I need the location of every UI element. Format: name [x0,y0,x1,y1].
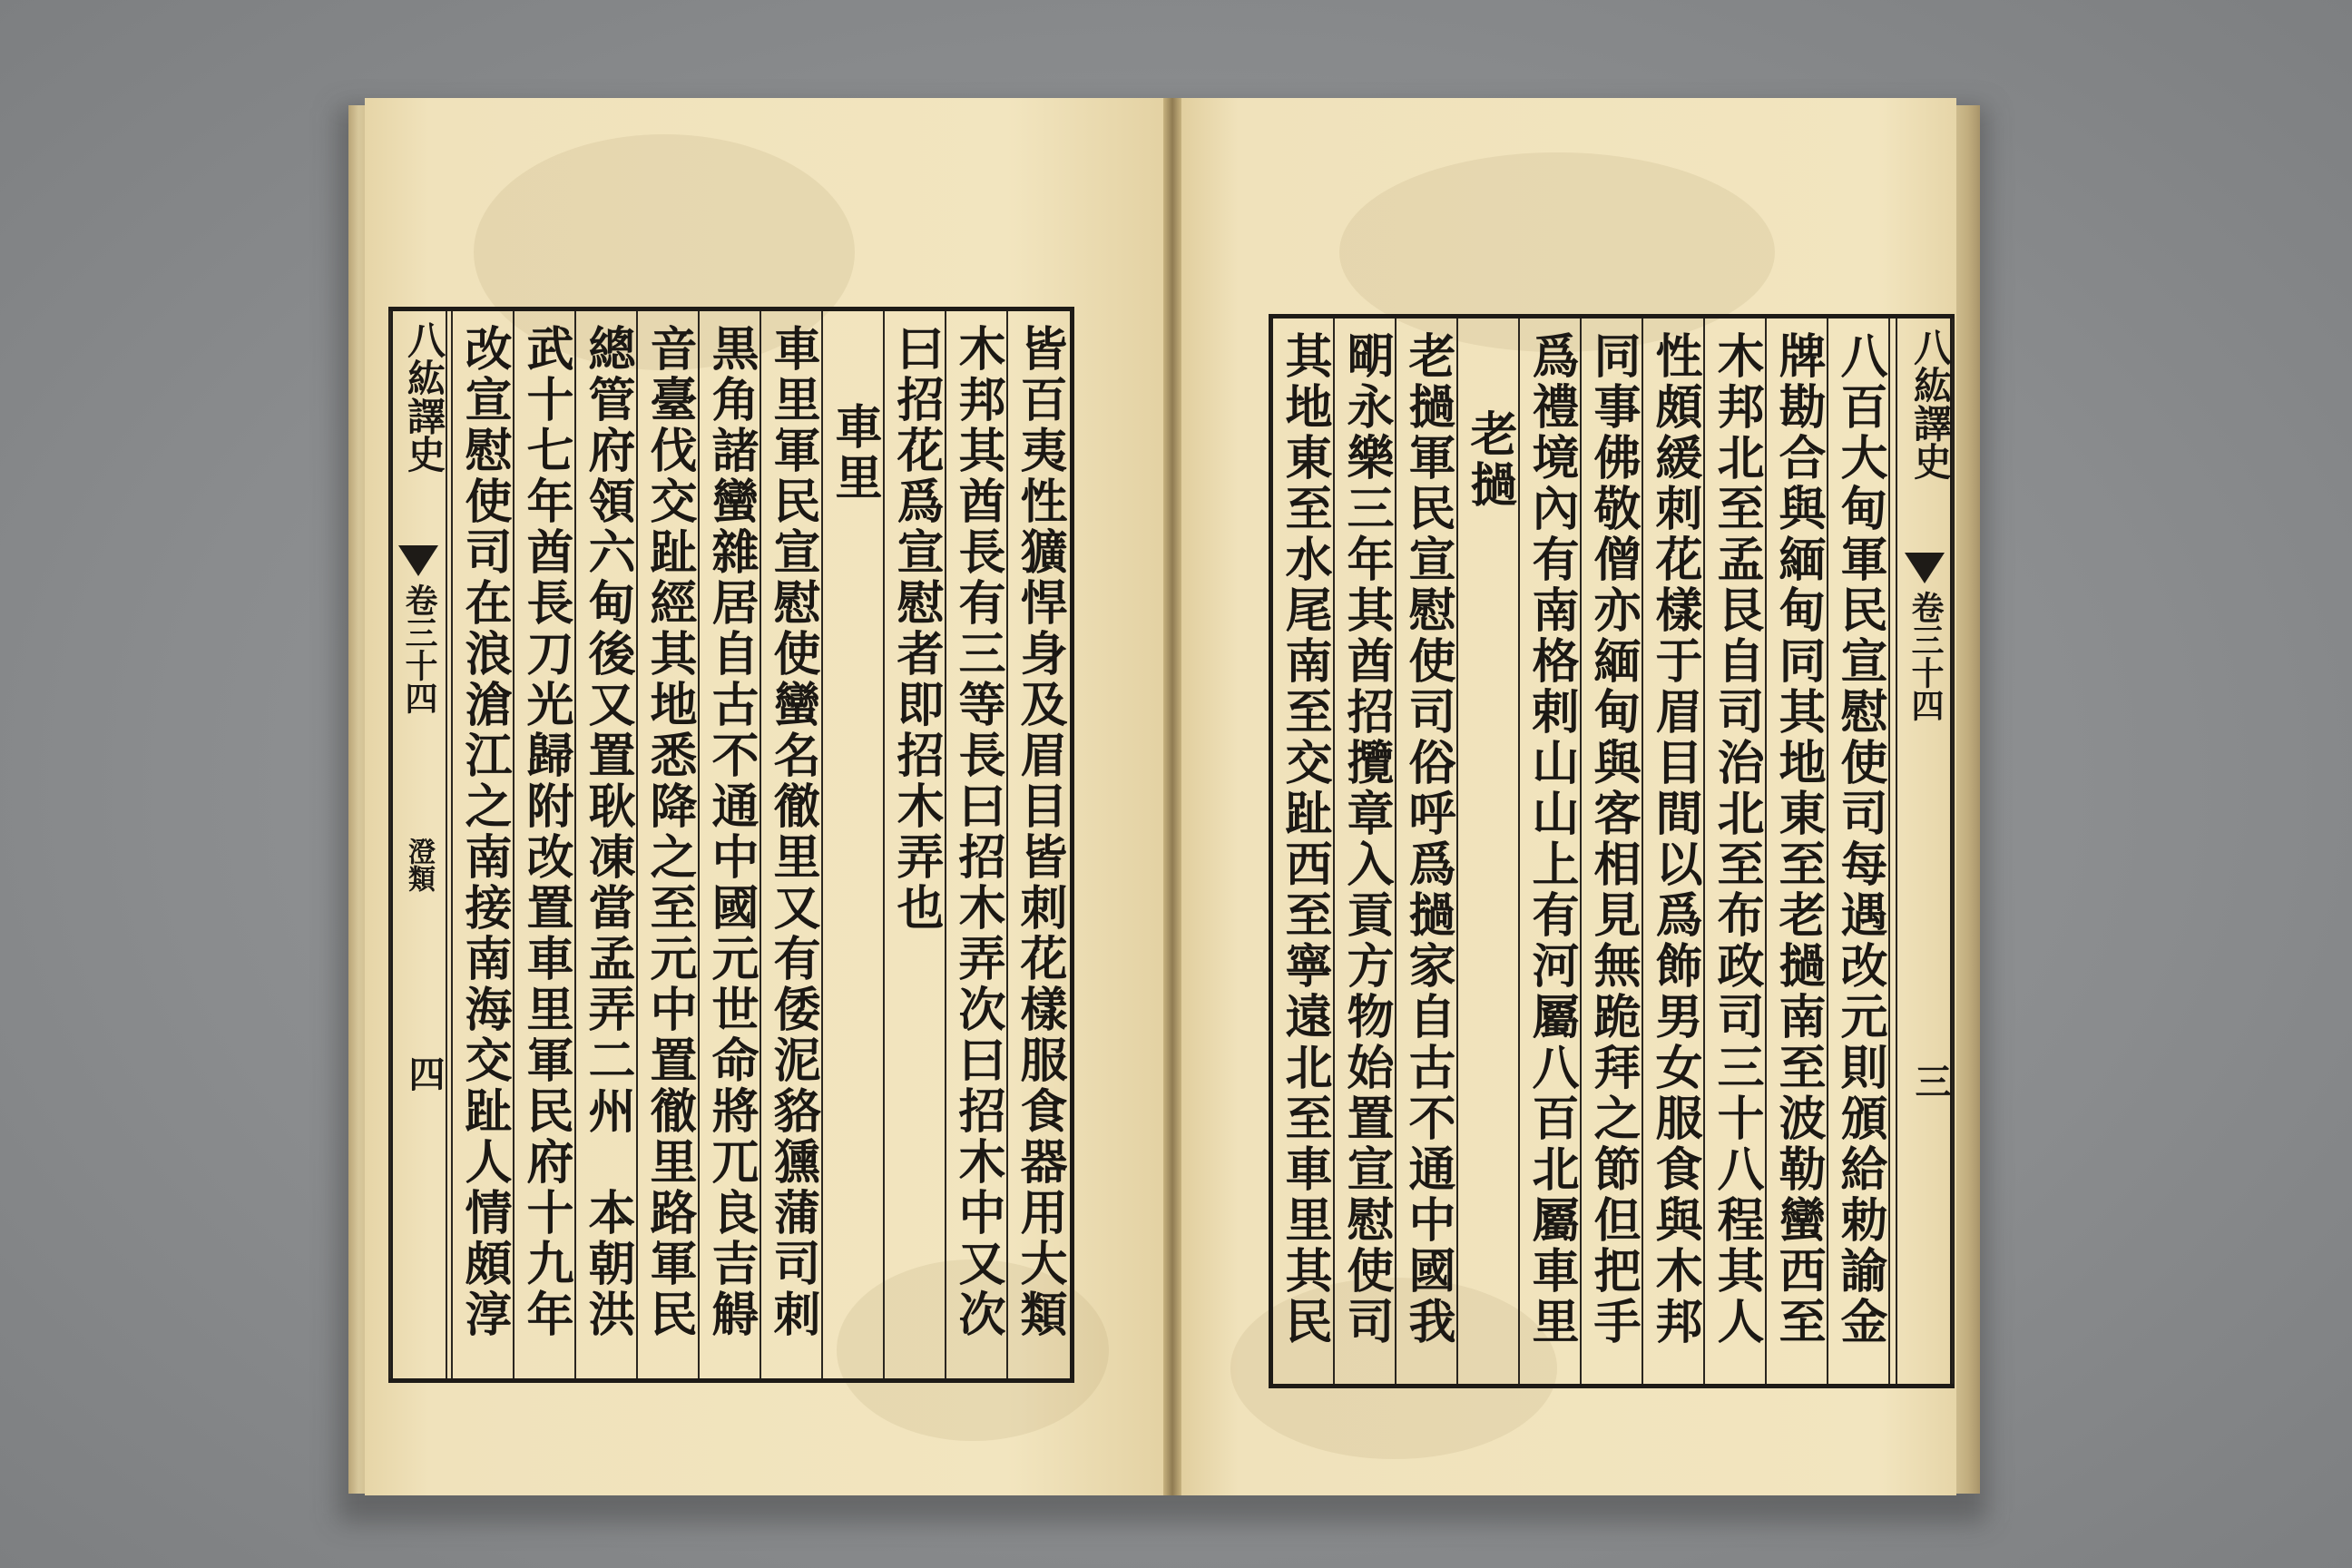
text-column: 武十七年酋長刀光歸附改置車里軍民府十九年 [518,324,573,1340]
column-rule [1333,318,1335,1384]
column-rule [760,311,761,1378]
column-rule [1395,318,1396,1384]
text-column: 總管府領六甸後又置耿凍當孟弄二州 本朝洪 [580,324,635,1340]
text-column: 木邦其酋長有三等長曰招木弄次曰招木中又次 [950,324,1005,1340]
text-column: 性頗緩刺花樣于眉目間以爲飾男女服食與木邦 [1647,331,1702,1348]
column-rule [1703,318,1705,1384]
column-rule [1456,318,1458,1384]
text-column: 曰招花爲宣慰者即招木弄也 [888,324,944,934]
text-column: 老撾軍民宣慰使司俗呼爲撾家自古不通中國我 [1400,331,1455,1348]
right-text-block [1269,314,1955,1388]
section-heading-laowo: 老撾 [1462,409,1517,511]
book-gutter [1163,98,1181,1495]
column-rule [574,311,576,1378]
margin-category: 澄類 [403,838,435,892]
column-rule [1642,318,1643,1384]
text-column: 朙永樂三年其酋招攬章入貢方物始置宣慰使司 [1338,331,1394,1348]
right-block-center-strip [1896,318,1954,1384]
margin-title: 八紘譯史 [402,320,446,473]
margin-title: 八紘譯史 [1908,328,1953,480]
column-rule [1006,311,1008,1378]
text-column: 木邦北至孟艮自司治北至布政司三十八程其人 [1709,331,1764,1348]
fishtail-mark [398,545,438,576]
text-column: 其地東至水尾南至交趾西至寧遠北至車里其民 [1277,331,1332,1348]
section-heading-cheli: 車里 [827,402,882,504]
column-rule [451,311,453,1378]
left-block-center-strip [389,311,447,1378]
column-rule [821,311,823,1378]
text-column: 同事佛敬僧亦緬甸與客相見無跪拜之節但把手 [1585,331,1641,1348]
text-column: 音臺伐交趾經其地悉降之至元中置徹里路軍民 [642,324,697,1340]
margin-folio: 四 [403,1055,446,1092]
text-column: 車里軍民宣慰使蠻名徹里又有倭泥貉獯蒲司刺 [765,324,820,1340]
fishtail-mark [1905,553,1945,583]
column-rule [1518,318,1520,1384]
text-column: 八百大甸軍民宣慰使司每遇改元則頒給勅諭金 [1832,331,1887,1348]
column-rule [1888,318,1890,1384]
column-rule [945,311,946,1378]
column-rule [1827,318,1828,1384]
text-column: 改宣慰使司在浪滄江之南接南海交趾人情頗淳 [456,324,512,1340]
column-rule [1765,318,1767,1384]
column-rule [513,311,514,1378]
column-rule [636,311,638,1378]
margin-juan: 卷三十四 [1906,591,1945,721]
margin-juan: 卷三十四 [400,583,438,714]
margin-folio: 三 [1909,1063,1952,1099]
text-column: 牌勘合與緬甸同其地東至老撾南至波勒蠻西至 [1770,331,1826,1348]
text-column: 皆百夷性獷悍身及眉目皆刺花樣服食器用大類 [1012,324,1067,1340]
column-rule [698,311,700,1378]
text-column: 黒角諸蠻雜居自古不通中國元世命將兀良吉䚟 [703,324,759,1340]
column-rule [1580,318,1582,1384]
text-column: 爲禮境內有南格剌山山上有河屬八百北屬車里 [1524,331,1579,1348]
left-text-block [388,307,1074,1383]
column-rule [883,311,885,1378]
